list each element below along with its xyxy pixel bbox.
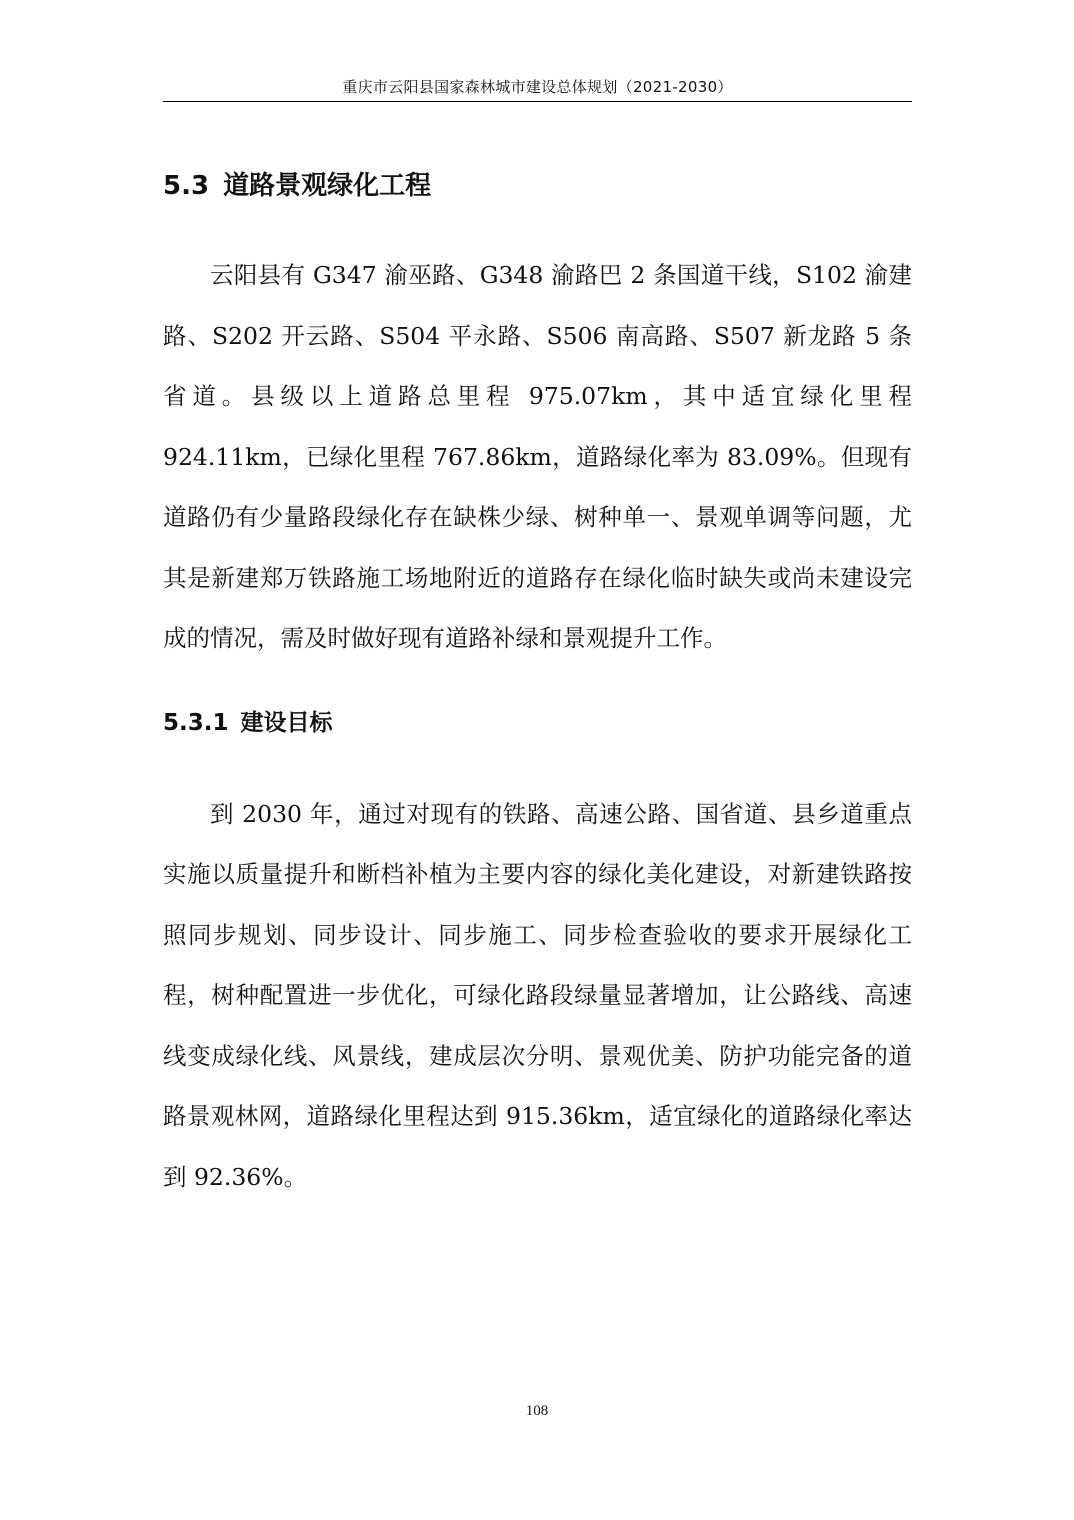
subsection-number: 5.3.1	[163, 709, 229, 736]
section-number: 5.3	[163, 171, 210, 201]
subsection-title: 建设目标	[240, 709, 333, 736]
header-title: 重庆市云阳县国家森林城市建设总体规划（2021-2030）	[342, 78, 733, 96]
page-header	[163, 72, 912, 102]
section-paragraph: 云阳县有 G347 渝巫路、G348 渝路巴 2 条国道干线，S102 渝建路、S202 开云路、S504 平永路、S506 南高路、S507 新龙路 5 条省道。县级以上道路总里程 975.07km，其中适宜绿化里程 924.11km，已绿化里程 767.86km，道路绿化率为 83.09%。但现有道路仍有少量路段绿化存在缺株少绿、树种单一、景观单调等问题，尤其是新建郑万铁路施工场地附近的道路存在绿化临时缺失或尚未建设完成的情况，需及时做好现有道路补绿和景观提升工作。	[163, 261, 912, 652]
page-number: 108	[525, 1403, 549, 1419]
subsection-heading	[163, 697, 912, 749]
section-heading	[163, 160, 912, 212]
section-title: 道路景观绿化工程	[223, 171, 432, 201]
document-body	[163, 160, 912, 1207]
subsection-paragraph: 到 2030 年，通过对现有的铁路、高速公路、国省道、县乡道重点实施以质量提升和断档补植为主要内容的绿化美化建设，对新建铁路按照同步规划、同步设计、同步施工、同步检查验收的要求开展绿化工程，树种配置进一步优化，可绿化路段绿量显著增加，让公路线、高速线变成绿化线、风景线，建成层次分明、景观优美、防护功能完备的道路景观林网，道路绿化里程达到 915.36km，适宜绿化的道路绿化率达到 92.36%。	[163, 799, 912, 1191]
